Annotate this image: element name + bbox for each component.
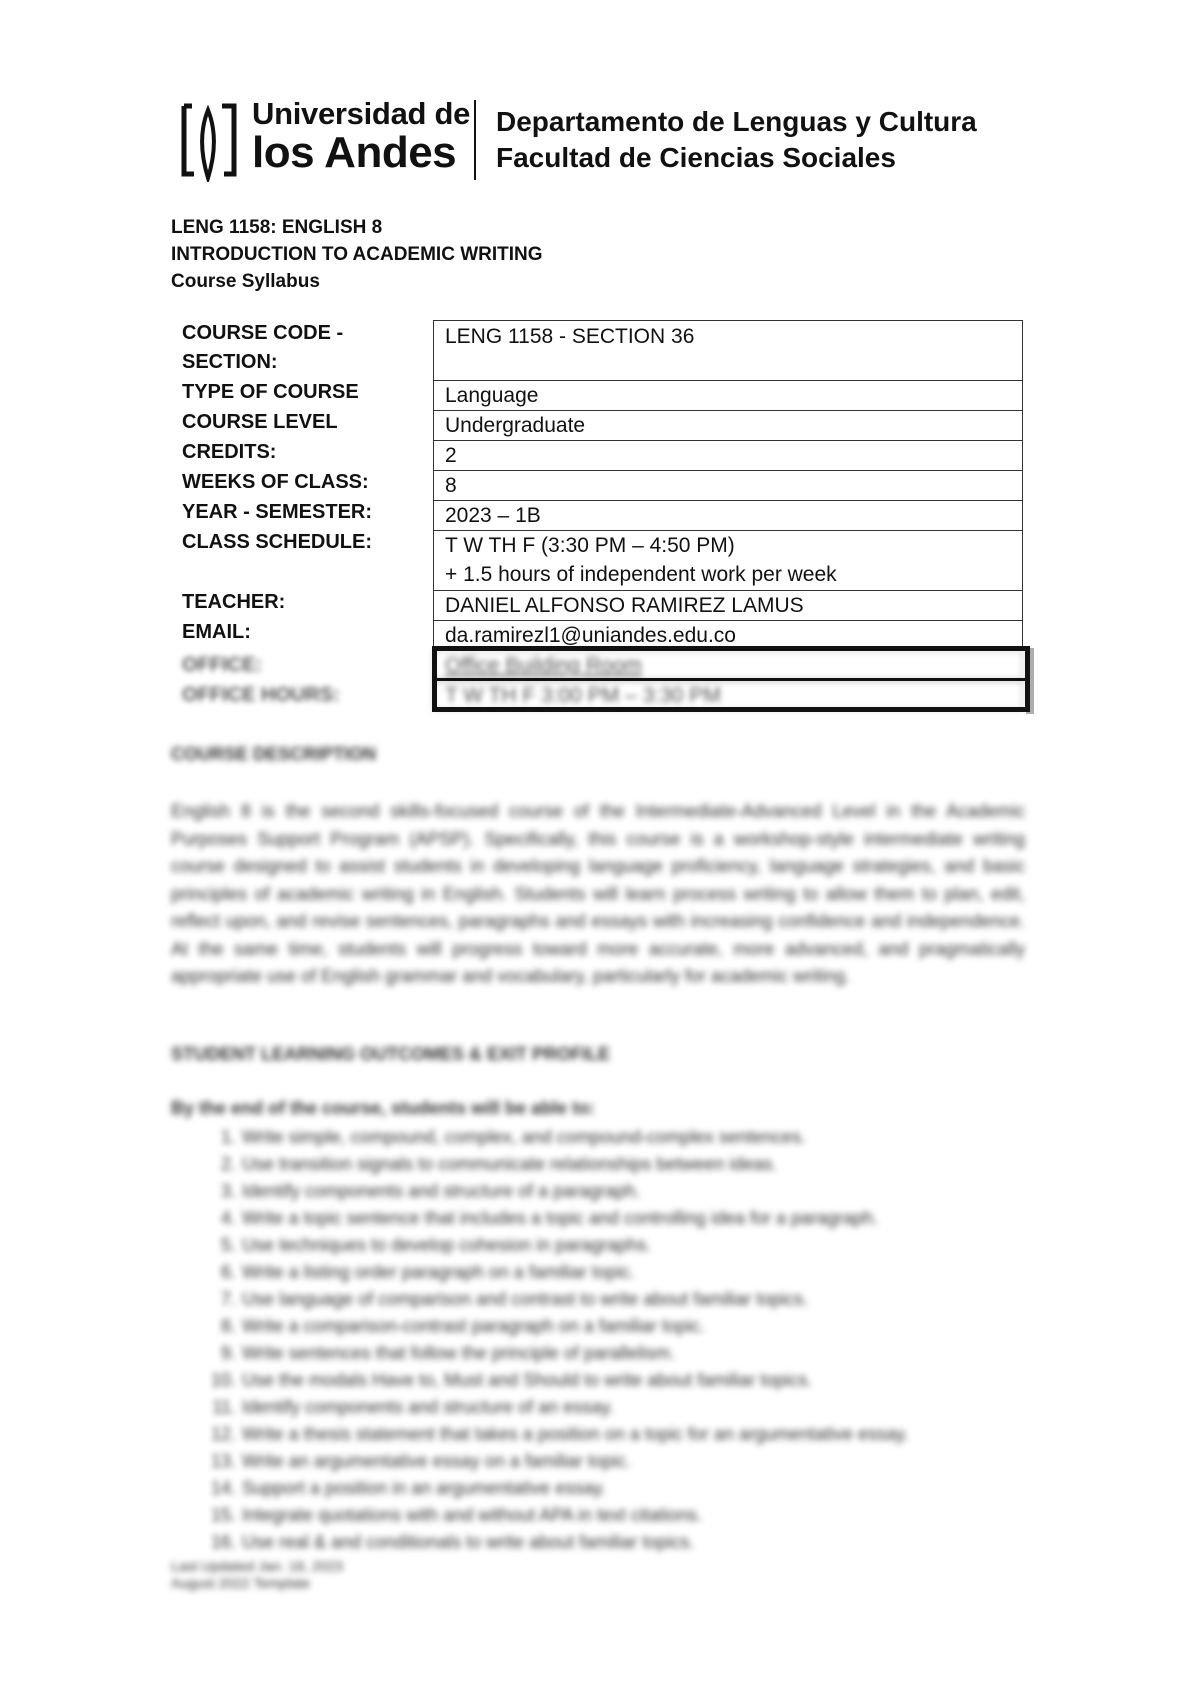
value-cell-credits — [433, 440, 1023, 471]
highlight-box — [432, 646, 1030, 712]
value-email: da.ramirezl1@uniandes.edu.co — [445, 624, 736, 647]
label-teacher: TEACHER: — [182, 591, 286, 613]
value-year: 2023 – 1B — [445, 504, 541, 527]
outcomes-intro: By the end of the course, students will be able to: — [171, 1098, 596, 1118]
outcomes-heading: STUDENT LEARNING OUTCOMES & EXIT PROFILE — [171, 1044, 611, 1064]
course-title: LENG 1158: ENGLISH 8 — [171, 217, 383, 238]
value-cell-level — [433, 410, 1023, 441]
value-cell-email — [433, 620, 1023, 647]
list-item: 1. Write simple, compound, complex, and compound-complex sentences. — [220, 1127, 806, 1147]
list-item: 6. Write a listing order paragraph on a familiar topic. — [220, 1262, 635, 1282]
description-text: English 8 is the second skills-focused course of the Intermediate-Advanced Level in the Academic Purposes Support Program (APSP). Specifically, this course is a workshop-style intermediate writing course designed to assist students in developing language proficiency, language strategies, and basic principles of academic writing in English. Students will learn process writing to allow them to plan, edit, reflect upon, and revise sentences, paragraphs and essays with increasing confidence and independence. At the same time, students will progress toward more accurate, more advanced, and pragmatically appropriate use of English grammar and vocabulary, particularly for academic writing. — [171, 801, 1025, 986]
list-item: 3. Identify components and structure of a paragraph. — [220, 1181, 641, 1201]
label-section: SECTION: — [182, 351, 278, 373]
list-item: 4. Write a topic sentence that includes a topic and controlling idea for a paragraph. — [220, 1208, 879, 1228]
list-item: 10. Use the modals Have to, Must and Should to write about familiar topics. — [210, 1370, 813, 1390]
list-item: 2. Use transition signals to communicate relationships between ideas. — [220, 1154, 778, 1174]
value-schedule-days: T W TH F (3:30 PM – 4:50 PM) — [445, 534, 735, 557]
department-name: Departamento de Lenguas y Cultura — [496, 106, 977, 137]
value-office-hours: T W TH F 3:00 PM – 3:30 PM — [445, 684, 721, 707]
footer-template: August 2022 Template — [171, 1575, 311, 1591]
label-credits: CREDITS: — [182, 441, 277, 463]
value-cell-type — [433, 380, 1023, 411]
label-office: OFFICE: — [182, 654, 262, 676]
label-level: COURSE LEVEL — [182, 411, 338, 433]
list-item: 11. Identify components and structure of an essay. — [212, 1397, 614, 1417]
value-schedule-extra: + 1.5 hours of independent work per week — [445, 563, 837, 586]
value-cell-teacher — [433, 590, 1023, 621]
label-office-hours: OFFICE HOURS: — [182, 684, 340, 706]
list-item: 13. Write an argumentative essay on a familiar topic. — [210, 1451, 631, 1471]
list-item: 15. Integrate quotations with and without APA in text citations. — [210, 1505, 702, 1525]
value-office: Office Building Room — [445, 654, 642, 677]
value-teacher: DANIEL ALFONSO RAMIREZ LAMUS — [445, 594, 804, 617]
label-year: YEAR - SEMESTER: — [182, 501, 373, 523]
value-code: LENG 1158 - SECTION 36 — [445, 325, 695, 348]
description-heading: COURSE DESCRIPTION — [171, 744, 377, 764]
footer-updated: Last Updated Jan. 18, 2023 — [171, 1558, 344, 1574]
value-cell-schedule — [433, 530, 1023, 591]
header-divider — [474, 100, 476, 180]
course-subtitle: INTRODUCTION TO ACADEMIC WRITING — [171, 244, 543, 265]
list-item: 12. Write a thesis statement that takes a position on a topic for an argumentative essay. — [210, 1424, 909, 1444]
value-level: Undergraduate — [445, 414, 586, 437]
university-name-line1: Universidad de — [252, 96, 471, 131]
label-weeks: WEEKS OF CLASS: — [182, 471, 369, 493]
course-title-block — [171, 214, 543, 295]
label-type: TYPE OF COURSE — [182, 381, 359, 403]
value-cell-year — [433, 500, 1023, 531]
list-item: 14. Support a position in an argumentative essay. — [210, 1478, 606, 1498]
value-cell-code — [433, 320, 1023, 381]
university-name-line2: los Andes — [252, 128, 457, 177]
label-schedule: CLASS SCHEDULE: — [182, 531, 373, 553]
label-course-code: COURSE CODE - — [182, 322, 344, 344]
value-credits: 2 — [445, 444, 457, 467]
label-email: EMAIL: — [182, 621, 251, 643]
outcomes-list — [210, 1124, 909, 1556]
list-item: 9. Write sentences that follow the principle of parallelism. — [220, 1343, 675, 1363]
faculty-name: Facultad de Ciencias Sociales — [496, 142, 896, 173]
list-item: 5. Use techniques to develop cohesion in paragraphs. — [220, 1235, 652, 1255]
page-footer — [171, 1558, 343, 1592]
document-type: Course Syllabus — [171, 271, 320, 292]
university-logo-icon — [178, 100, 240, 182]
list-item: 7. Use language of comparison and contrast to write about familiar topics. — [220, 1289, 809, 1309]
university-header — [178, 96, 977, 186]
value-weeks: 8 — [445, 474, 457, 497]
value-cell-weeks — [433, 470, 1023, 501]
list-item: 8. Write a comparison-contrast paragraph on a familiar topic. — [220, 1316, 705, 1336]
list-item: 16. Use real & and conditionals to write about familiar topics. — [210, 1532, 695, 1552]
value-type: Language — [445, 384, 539, 407]
